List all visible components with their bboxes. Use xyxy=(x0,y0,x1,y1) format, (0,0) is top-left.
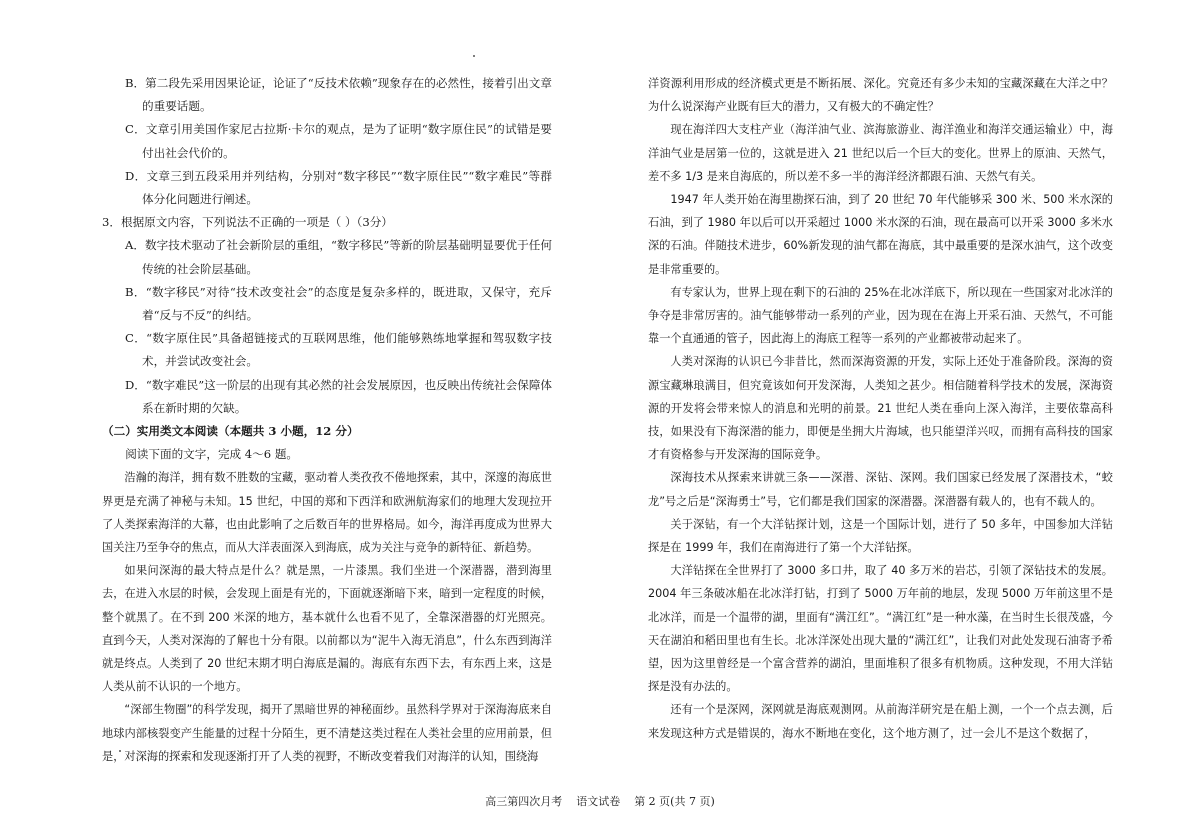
question-3-stem: 3．根据原文内容，下列说法不正确的一项是（ ）（3分） xyxy=(102,215,393,230)
q2-option-d: D．文章三到五段采用并列结构，分别对“数字移民”“数字原住民”“数字难民”等群体分化问题进行阐述。 xyxy=(125,168,552,207)
reading-instruction: 阅读下面的文字，完成 4～6 题。 xyxy=(125,447,299,462)
right-column xyxy=(648,72,1113,745)
q3-option-c: C．“数字原住民”具备超链接式的互联网思维，他们能够熟练地掌握和驾驭数字技术，并尝试改变社会。 xyxy=(125,331,552,369)
q3-option-d: D．“数字难民”这一阶层的出现有其必然的社会发展原因，也反映出传统社会保障体系在新时期的欠缺。 xyxy=(125,377,553,415)
q2-option-c: C．文章引用美国作家尼古拉斯·卡尔的观点，是为了证明“数字原住民”的试错是要付出社会代价的。 xyxy=(125,122,552,160)
passage-paragraph-2: 如果问深海的最大特点是什么？就是黑，一片漆黑。我们坐进一个深潜器，潜到海里去，在进入水层的时候，会发现上面是有光的，下面就逐渐暗下来，暗到一定程度的时候，整个就黑了。在不到 200 米深的地方，基本就什么也看不见了，全靠深潜器的灯光照亮。直到今天，人类对深海的了解也十分有限。以前都以为“泥牛入海无消息”，什么东西到海洋就是终点。人类到了 20 世纪末期才明白海底是漏的。海底有东西下去，有东西上来，这是人类从前不认识的一个地方。 xyxy=(102,564,552,694)
q2-option-b: B．第二段先采用因果论证，论证了“反技术依赖”现象存在的必然性，接着引出文章的重要话题。 xyxy=(125,76,552,114)
passage-continued-paragraph: 洋资源利用形成的经济模式更是不断拓展、深化。究竟还有多少未知的宝藏深藏在大洋之中？为什么说深海产业既有巨大的潜力，又有极大的不确定性？ xyxy=(648,77,1113,114)
page-footer: 高三第四次月考 语文试卷 第 2 页(共 7 页) xyxy=(485,795,715,808)
passage-paragraph-ocean-drilling: 大洋钻探在全世界打了 3000 多口井，取了 40 多万米的岩芯，引领了深钻技术的发展。2004 年三条破冰船在北冰洋打钻，打到了 5000 万年前的地层，发现 5000 万年前这里不是北冰洋，而是一个温带的湖，里面有“满江红”。“满江红”是一种水藻，在当时生长很茂盛，今天在湖泊和稻田里也有生长。北冰洋深处出现大量的“满江红”，让我们对此处发现石油寄予希望，因为这里曾经是一个富含营养的湖泊，里面堆积了很多有机物质。这种发现，不用大洋钻探是没有办法的。 xyxy=(648,564,1113,694)
passage-paragraph-3: “深部生物圈”的科学发现，揭开了黑暗世界的神秘面纱。虽然科学界对于深海海底来自地球内部核裂变产生能量的过程十分陌生，更不清楚这类过程在人类社会里的应用前景，但是，对深海的探索和发现逐渐打开了人类的视野，不断改变着我们对海洋的认知，围绕海 xyxy=(102,703,552,763)
passage-paragraph-oil-industry: 现在海洋四大支柱产业（海洋油气业、滨海旅游业、海洋渔业和海洋交通运输业）中，海洋油气业是居第一位的，这就是进入 21 世纪以后一个巨大的变化。世界上的原油、天然气，差不多 1/3 是来自海底的，所以差不多一半的海洋经济都跟石油、天然气有关。 xyxy=(648,123,1113,183)
passage-paragraph-1: 浩瀚的海洋，拥有数不胜数的宝藏，驱动着人类孜孜不倦地探索，其中，深邃的海底世界更是充满了神秘与未知。15 世纪，中国的郑和下西洋和欧洲航海家们的地理大发现拉开了人类探索海洋的大幕，也由此影响了之后数百年的世界格局。如今，海洋再度成为世界大国关注乃至争夺的焦点，而从大洋表面深入到海底，成为关注与竞争的新特征、新趋势。 xyxy=(102,471,552,555)
q3-option-b: B．“数字移民”对待“技术改变社会”的态度是复杂多样的，既进取，又保守，充斥着“反与不反”的纠结。 xyxy=(125,284,552,323)
passage-paragraph-deep-drill: 关于深钻，有一个大洋钻探计划，这是一个国际计划，进行了 50 多年，中国参加大洋钻探是在 1999 年，我们在南海进行了第一个大洋钻探。 xyxy=(648,517,1113,555)
passage-paragraph-oil-history: 1947 年人类开始在海里勘探石油，到了 20 世纪 70 年代能够采 300 米、500 米水深的石油，到了 1980 年以后可以开采超过 1000 米水深的石油，现在最高可以开采 3000 多米水深的石油。伴随技术进步，60%新发现的油气都在海底，其中最重要的是深水油气，这个改变是非常重要的。 xyxy=(648,193,1113,276)
passage-paragraph-deep-dive: 深海技术从探索来讲就三条——深潜、深钻、深网。我们国家已经发展了深潜技术，“蛟龙”号之后是“深海勇士”号，它们都是我们国家的深潜器。深潜器有载人的，也有不载人的。 xyxy=(648,471,1113,508)
q3-option-a: A．数字技术驱动了社会新阶层的重组，“数字移民”等新的阶层基础明显要优于任何传统的社会阶层基础。 xyxy=(125,238,553,276)
passage-paragraph-arctic: 有专家认为，世界上现在剩下的石油的 25%在北冰洋底下，所以现在一些国家对北冰洋的争夺是非常厉害的。油气能够带动一系列的产业，因为现在在海上开采石油、天然气，不可能靠一个直通通的管子，因此海上的海底工程等一系列的产业都被带动起来了。 xyxy=(648,285,1113,346)
section-heading: （二）实用类文本阅读（本题共 3 小题，12 分） xyxy=(102,424,359,439)
left-column xyxy=(102,72,552,768)
passage-paragraph-deep-sea-resources: 人类对深海的认识已今非昔比，然而深海资源的开发，实际上还处于准备阶段。深海的资源宝藏琳琅满目，但究竟该如何开发深海，人类知之甚少。相信随着科学技术的发展，深海资源的开发将会带来惊人的消息和光明的前景。21 世纪人类在垂向上深入海洋，主要依靠高科技，如果没有下海深潜的能力，即便是坐拥大片海域，也只能望洋兴叹，而拥有高科技的国家才有资格参与开发深海的国际竞争。 xyxy=(648,355,1113,462)
passage-paragraph-deep-network: 还有一个是深网，深网就是海底观测网。从前海洋研究是在船上测，一个一个点去测，后来发现这种方式是错误的，海水不断地在变化，这个地方测了，过一会儿不是这个数据了， xyxy=(648,703,1113,740)
scan-mark-dot-top xyxy=(473,55,475,57)
